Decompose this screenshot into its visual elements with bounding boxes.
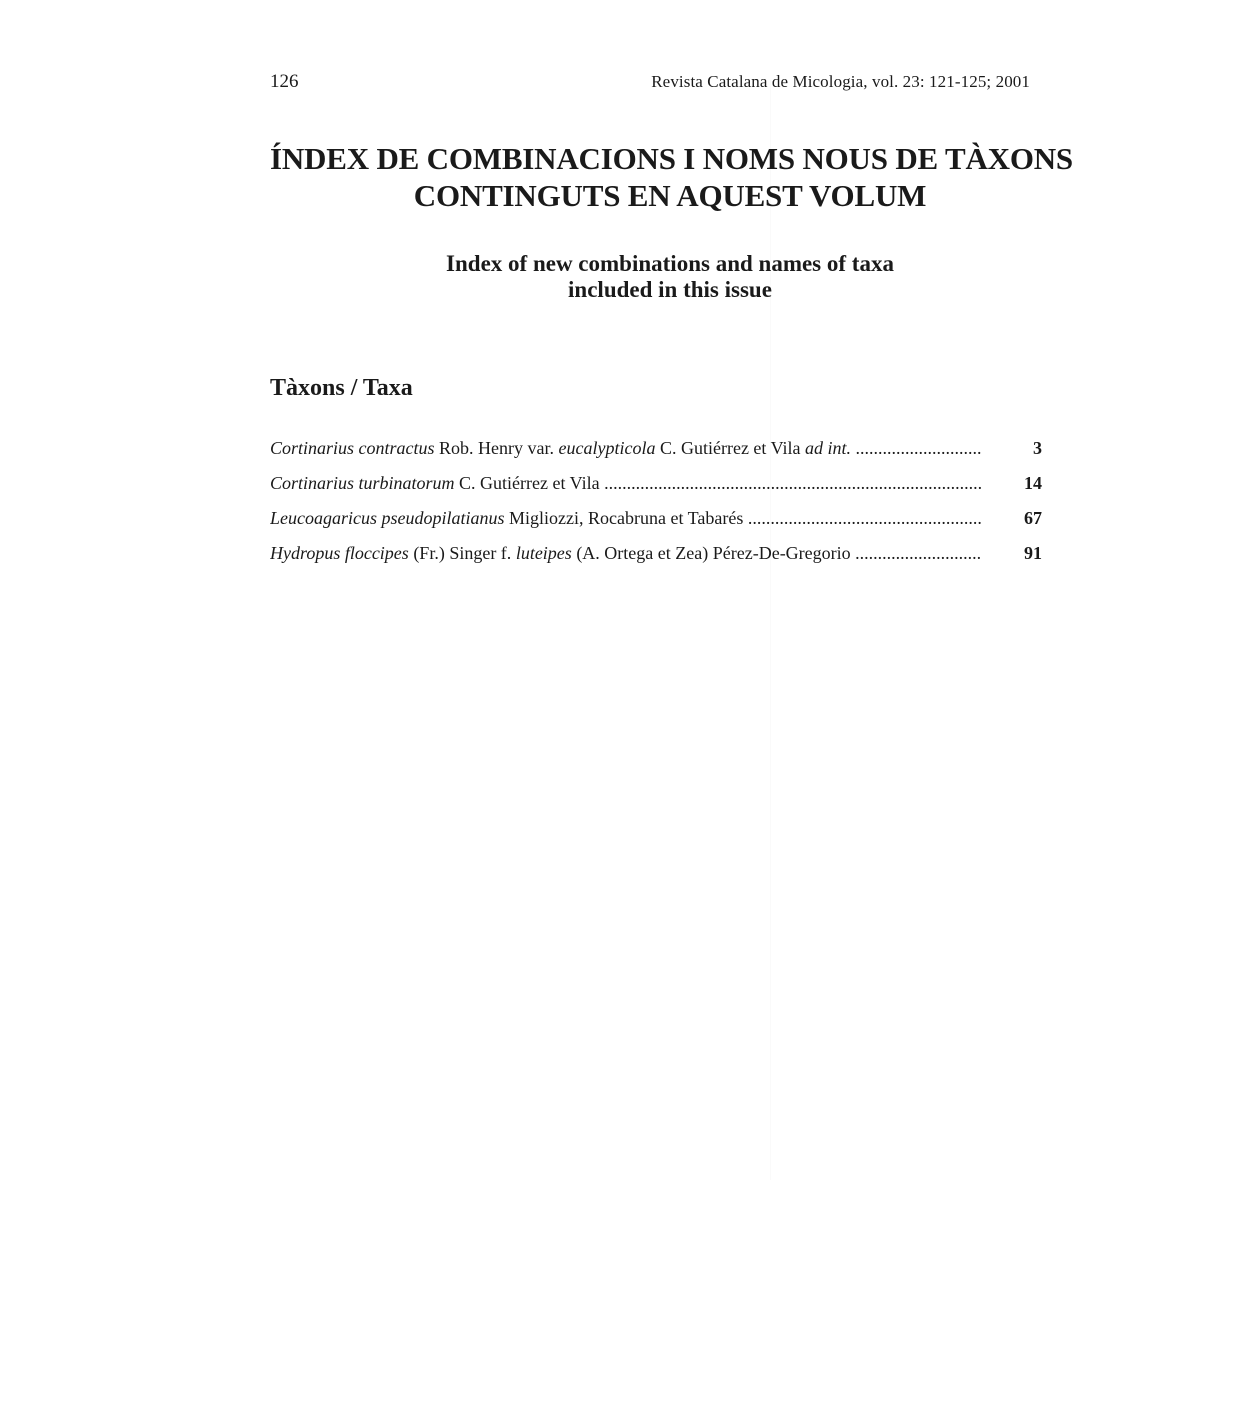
index-entry-text xyxy=(270,471,985,495)
page-title-line-2: CONTINGUTS EN AQUEST VOLUM xyxy=(413,178,927,213)
dot-leader: .................................................... xyxy=(743,508,982,528)
index-entry xyxy=(270,541,1042,576)
taxon-name-italic: Leucoagaricus pseudopilatianus xyxy=(270,508,505,528)
index-entry-page-number: 67 xyxy=(1024,508,1042,528)
index-entry-text xyxy=(270,506,985,530)
section-heading: Tàxons / Taxa xyxy=(270,375,413,401)
dot-leader: ............................ xyxy=(851,438,982,458)
taxon-name-italic: luteipes xyxy=(515,543,572,563)
taxon-author: (Fr.) Singer f. xyxy=(408,543,516,563)
taxon-author: (A. Ortega et Zea) Pérez-De-Gregorio xyxy=(571,543,851,563)
taxon-name-italic: Cortinarius turbinatorum xyxy=(270,473,455,493)
taxon-name-italic: ad int. xyxy=(805,438,852,458)
running-head xyxy=(270,70,1030,94)
taxa-index-list xyxy=(270,436,1042,576)
index-entry-page-number: 14 xyxy=(1024,473,1042,493)
taxon-author: C. Gutiérrez et Vila xyxy=(655,438,806,458)
taxon-author: C. Gutiérrez et Vila xyxy=(454,473,600,493)
taxon-name-italic: Hydropus floccipes xyxy=(270,543,409,563)
index-entry xyxy=(270,436,1042,471)
page-title xyxy=(270,140,1073,214)
dot-leader: ............................ xyxy=(850,543,982,563)
page-number: 126 xyxy=(270,71,299,92)
index-entry xyxy=(270,506,1042,541)
taxon-name-italic: eucalypticola xyxy=(558,438,656,458)
page-subtitle xyxy=(270,251,1070,303)
index-entry-page-number: 3 xyxy=(1033,438,1042,458)
page-title-line-1: ÍNDEX DE COMBINACIONS I NOMS NOUS DE TÀXONS xyxy=(270,141,1073,176)
taxon-author: Migliozzi, Rocabruna et Tabarés xyxy=(504,508,744,528)
index-entry-text xyxy=(270,436,985,460)
page-subtitle-line-1: Index of new combinations and names of taxa xyxy=(446,251,894,276)
taxon-name-italic: Cortinarius contractus xyxy=(270,438,435,458)
journal-reference: Revista Catalana de Micologia, vol. 23: 121-125; 2001 xyxy=(651,72,1030,91)
taxon-author: Rob. Henry var. xyxy=(434,438,559,458)
index-entry xyxy=(270,471,1042,506)
index-entry-page-number: 91 xyxy=(1024,543,1042,563)
dot-leader: .................................................................................... xyxy=(599,473,983,493)
page-subtitle-line-2: included in this issue xyxy=(568,277,772,302)
scan-artifact-line xyxy=(770,80,771,1180)
index-entry-text xyxy=(270,541,985,565)
